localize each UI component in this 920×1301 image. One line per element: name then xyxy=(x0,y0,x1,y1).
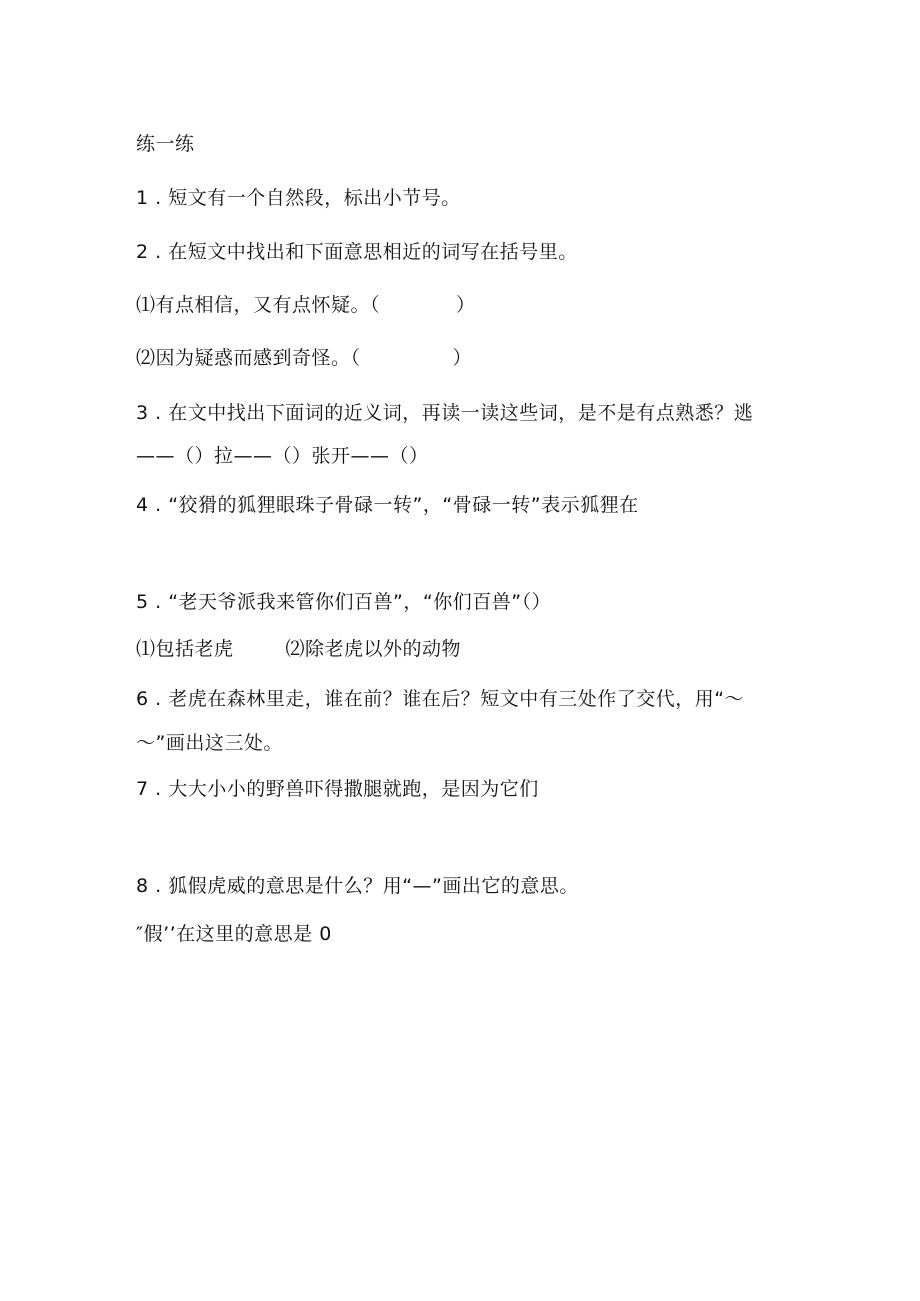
question-8-sub: ″假’’在这里的意思是 0 xyxy=(136,923,332,945)
close-paren: ） xyxy=(452,347,473,369)
item-text: 因为疑惑而感到奇怪。（ xyxy=(155,347,361,369)
question-3-line-2: ——（）拉——（）张开——（） xyxy=(136,445,429,467)
item-number: ⑴ xyxy=(136,294,156,316)
question-6-line-2: ～”画出这三处。 xyxy=(136,732,283,754)
section-title: 练一练 xyxy=(136,133,195,155)
question-6-line-1: 6 . 老虎在森林里走，谁在前？谁在后？短文中有三处作了交代，用“～ xyxy=(136,688,745,710)
question-8: 8 . 狐假虎威的意思是什么？用“—”画出它的意思。 xyxy=(136,875,579,897)
question-1: 1 . 短文有一个自然段，标出小节号。 xyxy=(136,187,461,209)
question-5-options xyxy=(136,637,461,661)
close-paren: ） xyxy=(456,294,476,316)
question-2: 2 . 在短文中找出和下面意思相近的词写在括号里。 xyxy=(136,241,578,263)
question-2-item-1 xyxy=(136,293,476,317)
item-text: 有点相信，又有点怀疑。（ xyxy=(155,294,381,316)
option-1: ⑴包括老虎 xyxy=(136,638,234,660)
question-5: 5 . “老天爷派我来管你们百兽”，“你们百兽”（） xyxy=(136,591,552,613)
question-3-line-1: 3 . 在文中找出下面词的近义词，再读一读这些词，是不是有点熟悉？逃 xyxy=(136,402,754,424)
question-2-item-2 xyxy=(136,346,472,370)
option-2: ⑵除老虎以外的动物 xyxy=(285,638,462,660)
item-number: ⑵ xyxy=(136,347,156,369)
question-4: 4 . “狡猾的狐狸眼珠子骨碌一转”，“骨碌一转”表示狐狸在 xyxy=(136,494,639,516)
question-7: 7 . 大大小小的野兽吓得撒腿就跑，是因为它们 xyxy=(136,778,539,800)
